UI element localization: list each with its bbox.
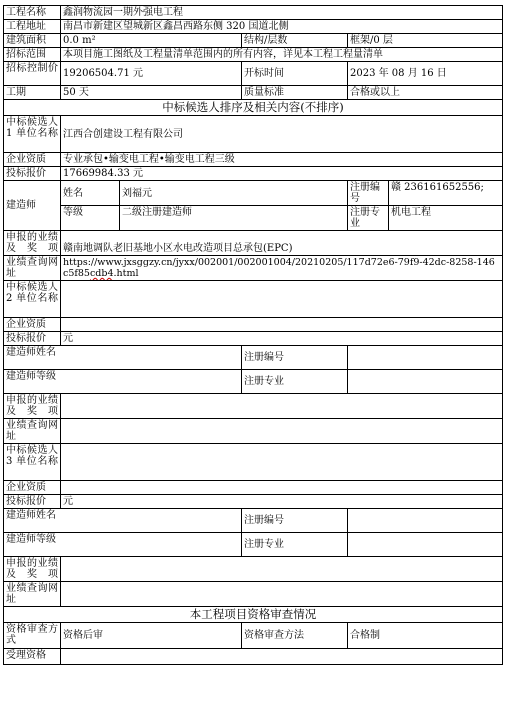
c2-builder-name-label: 建造师姓名 (4, 346, 242, 370)
c1-reg-no: 赣 236161652556; (389, 181, 503, 206)
c2-url-label: 业绩查询网址 (4, 419, 61, 444)
review-method: 资格后审 (61, 623, 242, 649)
bid-result-table (3, 5, 503, 665)
c3-reg-no (348, 509, 503, 533)
row-c2-perf (4, 394, 503, 419)
c2-grade-label: 建造师等级 (4, 370, 242, 394)
c1-name: 江西合创建设工程有限公司 (61, 116, 503, 153)
row-section1-title (4, 100, 503, 116)
c2-perf-label: 申报的业绩及奖项 (4, 394, 61, 419)
c2-reg-no (348, 346, 503, 370)
c1-url[interactable] (61, 256, 503, 281)
c1-bid: 17669984.33 元 (61, 167, 503, 181)
row-review-method (4, 623, 503, 649)
row-c1-qual (4, 153, 503, 167)
quality-label: 质量标准 (242, 86, 348, 100)
c1-url-part-b: cdb4 (89, 268, 114, 279)
accept-value (61, 649, 503, 665)
row-c2-grade (4, 370, 503, 394)
c3-bid: 元 (61, 495, 503, 509)
row-section2-title (4, 607, 503, 623)
c1-url-part-a: https://www.jxsggzy.cn/jyxx/002001/002001004/20210205/117d72e6-79f9-42dc-8258-146c5f85 (63, 257, 495, 279)
section2-title: 本工程项目资格审查情况 (4, 607, 503, 623)
c2-qual-label: 企业资质 (4, 318, 61, 332)
c3-qual (61, 481, 503, 495)
row-price (4, 62, 503, 86)
scope-label: 招标范围 (4, 48, 61, 62)
price-value: 19206504.71 元 (61, 62, 242, 86)
c3-perf-label: 申报的业绩及奖项 (4, 557, 61, 582)
c3-label: 中标候选人 3 单位名称 (4, 444, 61, 481)
row-c3-perf (4, 557, 503, 582)
row-project-name (4, 6, 503, 20)
row-c1-url (4, 256, 503, 281)
c2-perf (61, 394, 503, 419)
c1-name-key: 姓名 (61, 181, 120, 206)
period-value: 50 天 (61, 86, 242, 100)
c2-reg-no-label: 注册编号 (242, 346, 348, 370)
start-label: 开标时间 (242, 62, 348, 86)
c3-url-label: 业绩查询网址 (4, 582, 61, 607)
row-c2-qual (4, 318, 503, 332)
c3-name (61, 444, 503, 481)
c1-bid-label: 投标报价 (4, 167, 61, 181)
c1-qual: 专业承包•输变电工程•输变电工程三级 (61, 153, 503, 167)
c3-reg-major (348, 533, 503, 557)
row-period (4, 86, 503, 100)
c2-reg-major (348, 370, 503, 394)
c1-reg-no-label: 注册编号 (348, 181, 389, 206)
c2-name (61, 281, 503, 318)
project-address-label: 工程地址 (4, 20, 61, 34)
row-c1-name (4, 116, 503, 153)
c3-grade-label: 建造师等级 (4, 533, 242, 557)
row-c2-url (4, 419, 503, 444)
c3-reg-major-label: 注册专业 (242, 533, 348, 557)
row-c3-url (4, 582, 503, 607)
row-c2-bid (4, 332, 503, 346)
c3-url (61, 582, 503, 607)
row-c3-qual (4, 481, 503, 495)
row-c1-bid (4, 167, 503, 181)
row-c3-bid (4, 495, 503, 509)
c2-qual (61, 318, 503, 332)
row-c1-perf (4, 231, 503, 256)
c2-url (61, 419, 503, 444)
accept-label: 受理资格 (4, 649, 61, 665)
c1-perf-label: 申报的业绩及奖项 (4, 231, 61, 256)
c3-builder-name-label: 建造师姓名 (4, 509, 242, 533)
row-area (4, 34, 503, 48)
structure-label: 结构/层数 (242, 34, 348, 48)
c1-reg-major: 机电工程 (389, 206, 503, 231)
period-label: 工期 (4, 86, 61, 100)
scope-value: 本项目施工图纸及工程量清单范围内的所有内容，详见本工程工程量清单 (61, 48, 503, 62)
project-address: 南昌市新建区望城新区鑫昌西路东侧 320 国道北侧 (61, 20, 503, 34)
row-c1-grade (4, 206, 503, 231)
c1-reg-major-label: 注册专业 (348, 206, 389, 231)
c1-qual-label: 企业资质 (4, 153, 61, 167)
row-scope (4, 48, 503, 62)
c1-label: 中标候选人 1 单位名称 (4, 116, 61, 153)
quality-value: 合格或以上 (348, 86, 503, 100)
row-c3-builder (4, 509, 503, 533)
row-c3-grade (4, 533, 503, 557)
c1-perf: 赣南地调队老旧基地小区水电改造项目总承包(EPC) (61, 231, 503, 256)
c2-reg-major-label: 注册专业 (242, 370, 348, 394)
c3-bid-label: 投标报价 (4, 495, 61, 509)
c1-url-part-c: .html (113, 268, 139, 279)
c3-reg-no-label: 注册编号 (242, 509, 348, 533)
c1-grade: 二级注册建造师 (120, 206, 348, 231)
c1-url-label: 业绩查询网址 (4, 256, 61, 281)
row-c2-builder (4, 346, 503, 370)
c3-qual-label: 企业资质 (4, 481, 61, 495)
c2-bid: 元 (61, 332, 503, 346)
start-value: 2023 年 08 月 16 日 (348, 62, 503, 86)
area-label: 建筑面积 (4, 34, 61, 48)
row-c3-name (4, 444, 503, 481)
project-name-label: 工程名称 (4, 6, 61, 20)
structure-value: 框架/0 层 (348, 34, 503, 48)
c2-label: 中标候选人 2 单位名称 (4, 281, 61, 318)
row-c2-name (4, 281, 503, 318)
review-method2: 合格制 (348, 623, 503, 649)
review-method2-label: 资格审查方法 (242, 623, 348, 649)
c1-grade-key: 等级 (61, 206, 120, 231)
project-name: 鑫润物流园一期外强电工程 (61, 6, 503, 20)
review-method-label: 资格审查方式 (4, 623, 61, 649)
c1-builder-name: 刘福元 (120, 181, 348, 206)
c3-perf (61, 557, 503, 582)
section1-title: 中标候选人排序及相关内容(不排序) (4, 100, 503, 116)
price-label: 招标控制价 (4, 62, 61, 86)
c1-builder-label: 建造师 (4, 181, 61, 231)
area-value: 0.0 m² (61, 34, 242, 48)
c2-bid-label: 投标报价 (4, 332, 61, 346)
row-project-address (4, 20, 503, 34)
row-c1-builder (4, 181, 503, 206)
row-accept (4, 649, 503, 665)
